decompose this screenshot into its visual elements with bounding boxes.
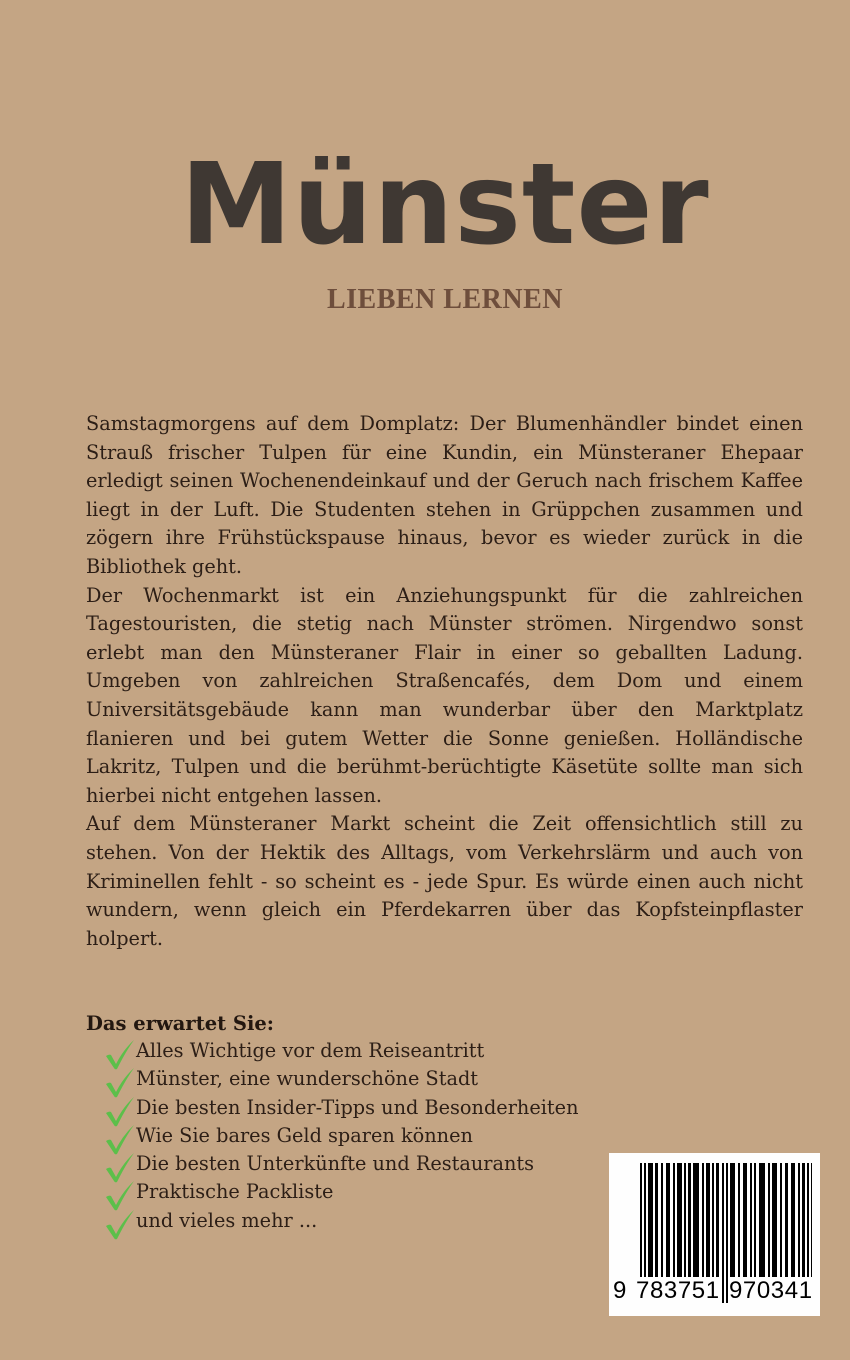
feature-label: Münster, eine wunderschöne Stadt — [136, 1067, 479, 1091]
isbn-left-group: 783751 — [636, 1277, 720, 1304]
blurb-paragraph-3: Auf dem Münsteraner Markt scheint die Zeit offensichtlich still zu stehen. Von der Hektik des Alltags, vom Verkehrslärm und auch von Kriminellen fehlt - so scheint es - jede Spur. Es würde einen auch nicht wundern, wenn gleich ein Pferdekarren über das Kopfsteinpflaster holpert. — [86, 812, 803, 950]
feature-item — [104, 1122, 579, 1150]
isbn-right-group: 970341 — [728, 1277, 813, 1304]
checkmark-icon — [104, 1209, 136, 1241]
feature-item — [104, 1207, 579, 1235]
feature-label: und vieles mehr ... — [136, 1208, 318, 1232]
feature-item — [104, 1065, 579, 1093]
feature-label: Die besten Unterkünfte und Restaurants — [136, 1152, 535, 1176]
book-title: Münster — [180, 140, 710, 270]
feature-label: Wie Sie bares Geld sparen können — [136, 1123, 473, 1147]
feature-item — [104, 1150, 579, 1178]
blurb-text — [86, 410, 803, 953]
blurb-paragraph-1: Samstagmorgens auf dem Domplatz: Der Blumenhändler bindet einen Strauß frischer Tulpen für eine Kundin, ein Münsteraner Ehepaar erledigt seinen Wochenendeinkauf und der Geruch nach frischem Kaffee liegt in der Luft. Die Studenten stehen in Grüppchen zusammen und zögern ihre Frühstückspause hinaus, bevor es wieder zurück in die Bibliothek geht. — [86, 412, 803, 578]
feature-item — [104, 1037, 579, 1065]
features-heading: Das erwartet Sie: — [86, 1012, 274, 1035]
isbn-lead-digit: 9 — [613, 1277, 627, 1304]
book-subtitle: LIEBEN LERNEN — [326, 284, 563, 315]
isbn-number — [613, 1277, 818, 1305]
isbn-barcode — [609, 1153, 820, 1316]
feature-item — [104, 1094, 579, 1122]
feature-label: Die besten Insider-Tipps und Besonderheiten — [136, 1095, 579, 1119]
blurb-paragraph-2: Der Wochenmarkt ist ein Anziehungspunkt für die zahlreichen Tagestouristen, die stetig nach Münster strömen. Nirgendwo sonst erlebt man den Münsteraner Flair in einer so geballten Ladung. Umgeben von zahlreichen Straßencafés, dem Dom und einem Universitätsgebäude kann man wunderbar über den Marktplatz flanieren und bei gutem Wetter die Sonne genießen. Holländische Lakritz, Tulpen und die berühmt-berüchtigte Käsetüte sollte man sich hierbei nicht entgehen lassen. — [86, 583, 803, 807]
feature-label: Praktische Packliste — [136, 1180, 334, 1204]
feature-item — [104, 1178, 579, 1206]
features-list — [104, 1037, 579, 1235]
feature-label: Alles Wichtige vor dem Reiseantritt — [136, 1039, 485, 1062]
